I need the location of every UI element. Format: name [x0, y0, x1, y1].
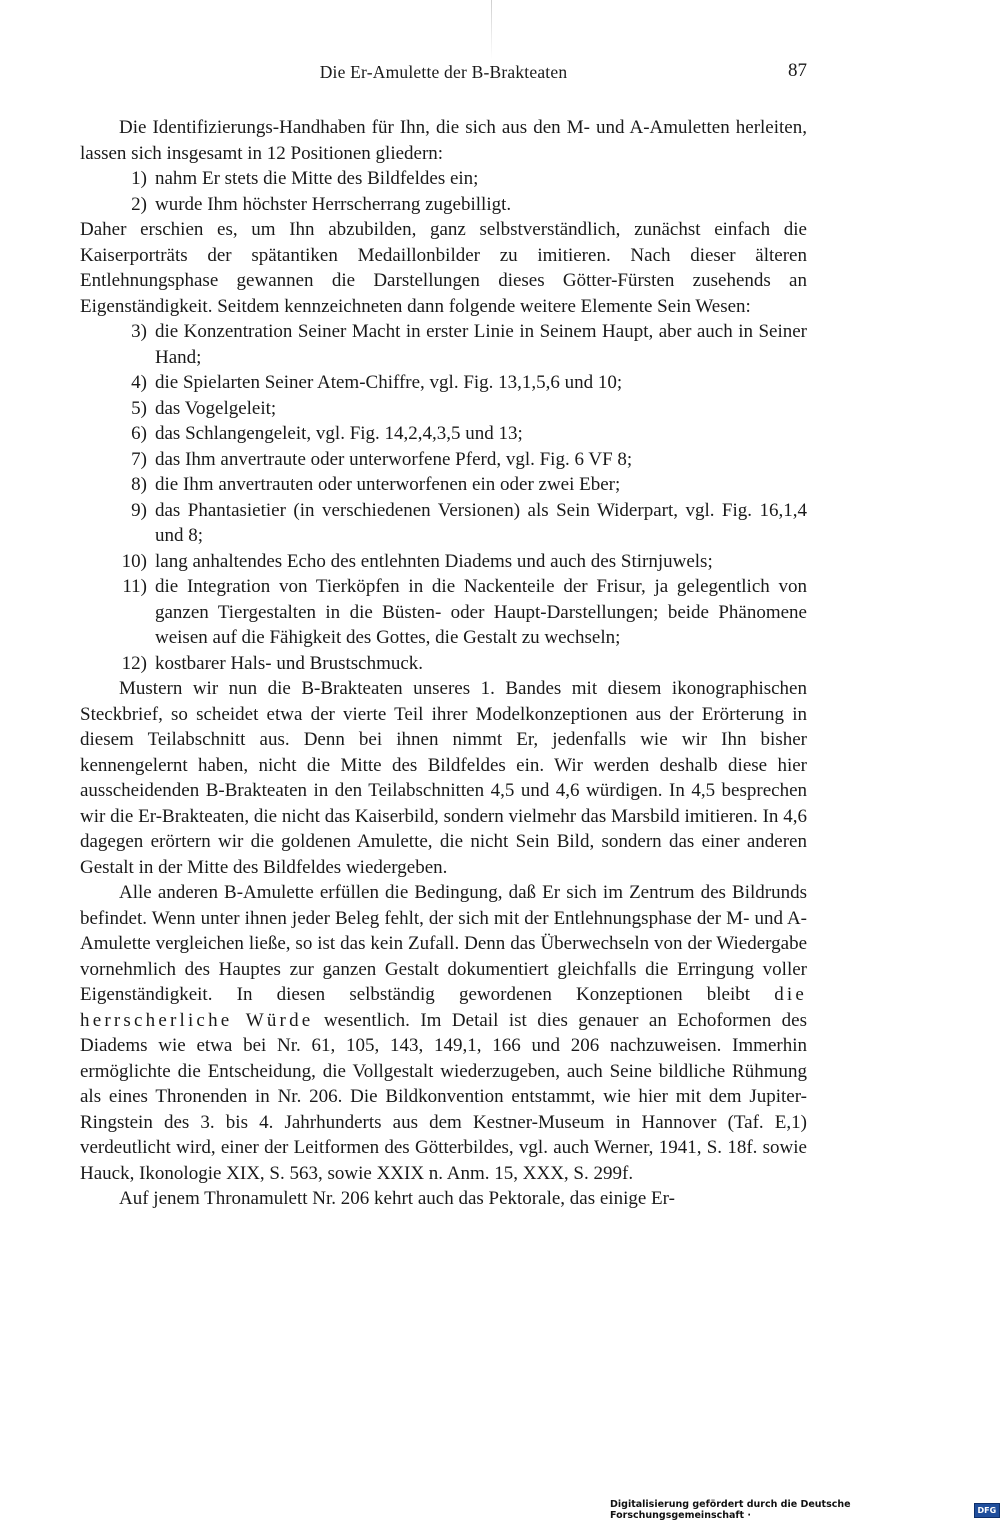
list-item-number: 5) [131, 397, 147, 419]
list-item [80, 319, 807, 370]
list-item-number: 7) [131, 448, 147, 470]
paragraph-dignity [80, 880, 807, 1186]
paragraph-text: Alle anderen B-Amulette erfüllen die Bedingung, daß Er sich im Zentrum des Bildrunds befindet. Wenn unter ihnen jeder Beleg fehlt, der sich mit der Entlehnungsphase der M- und A-Amulette vergleichen ließe, so ist das kein Zufall. Denn das Überwechseln von der Wiedergabe vornehmlich des Hauptes zur ganzen Gestalt dokumentiert gleichfalls die Erringung voller Eigenständigkeit. In diesen selbständig gewordenen Konzeptionen bleibt [80, 882, 807, 1005]
list-item-text: kostbarer Hals- und Brustschmuck. [155, 652, 424, 674]
position-list-b [80, 319, 807, 676]
list-item [80, 447, 807, 473]
position-list-a [80, 166, 807, 217]
paragraph-throne-amulet: Auf jenem Thronamulett Nr. 206 kehrt auch das Pektorale, das einige Er- [119, 1188, 675, 1209]
page-header [80, 62, 807, 90]
page-body [80, 115, 807, 1212]
list-item-text: wurde Ihm höchster Herrscherrang zugebilligt. [155, 193, 512, 215]
paragraph-development: Daher erschien es, um Ihn abzubilden, ganz selbstverständlich, zunächst einfach die Kaiserporträts der spätantiken Medaillonbilder zu imitieren. Nach dieser älteren Entlehnungsphase gewannen die Darstellungen dieses Götter-Fürsten zusehends an Eigenständigkeit. Seitdem kennzeichneten dann folgende weitere Elemente Sein Wesen: [80, 219, 807, 317]
list-item [80, 472, 807, 498]
list-item-text: nahm Er stets die Mitte des Bildfeldes ein; [155, 168, 479, 189]
list-item [80, 370, 807, 396]
list-item [80, 498, 807, 549]
list-item-text: die Ihm anvertrauten oder unterworfenen ein oder zwei Eber; [155, 474, 621, 495]
list-item-number: 4) [131, 372, 147, 393]
list-item-number: 1) [131, 168, 147, 189]
list-item [80, 421, 807, 447]
page-number: 87 [788, 60, 807, 81]
list-item [80, 192, 807, 218]
list-item-number: 6) [131, 423, 147, 444]
list-item-number: 3) [131, 321, 147, 342]
scan-fold-line [491, 0, 492, 60]
list-item-text: das Phantasietier (in verschiedenen Versionen) als Sein Widerpart, vgl. Fig. 16,1,4 und 8; [155, 499, 807, 546]
paragraph-examination: Mustern wir nun die B-Brakteaten unseres 1. Bandes mit diesem ikonographischen Steckbrief, so scheidet etwa der vierte Teil ihrer Modelkonzeptionen aus der Erörterung in diesem Teilabschnitt aus. Denn bei ihnen nimmt Er, jedenfalls wie wir Ihn bisher kennengelernt haben, nicht die Mitte des Bildfeldes ein. Wir werden deshalb diese hier ausscheidenden B-Brakteaten in den Teilabschnitten 4,5 und 4,6 würdigen. In 4,5 besprechen wir die Er-Brakteaten, die nicht das Kaiserbild, sondern vielmehr das Marsbild imitieren. In 4,6 dagegen erörtern wir die goldenen Amulette, die nicht Sein Bild, sondern das einer anderen Gestalt in der Mitte des Bildfeldes wiedergeben. [80, 678, 807, 878]
paragraph-text: wesentlich. Im Detail ist dies genauer an Echoformen des Diadems wie etwa bei Nr. 61, 105, 143, 149,1, 166 und 206 nachzuweisen. Immerhin ermöglichte die Entscheidung, die Vollgestalt wiederzugeben, auch Seine bildliche Rühmung als eines Thronenden in Nr. 206. Die Bildkonvention entstammt, wie hier mit dem Jupiter-Ringstein des 3. bis 4. Jahrhunderts aus dem Kestner-Museum in Hannover (Taf. E,1) verdeutlicht wird, einer der Leitformen des Götterbildes, vgl. auch Werner, 1941, S. 18f. sowie Hauck, Ikonologie XIX, S. 563, sowie XXIX n. Anm. 15, XXX, S. 299f. [80, 1009, 807, 1184]
paragraph-intro: Die Identifizierungs-Handhaben für Ihn, die sich aus den M- und A-Amuletten herleiten, lassen sich insgesamt in 12 Positionen gliedern: [80, 117, 807, 164]
list-item [80, 396, 807, 422]
list-item [80, 549, 807, 575]
digitization-footer [610, 1499, 1000, 1521]
list-item-text: die Konzentration Seiner Macht in erster Linie in Seinem Haupt, aber auch in Seiner Hand; [155, 321, 807, 368]
emphasis-spaced: die herrscherliche Würde [80, 984, 807, 1031]
list-item-number: 8) [131, 474, 147, 495]
list-item-text: die Spielarten Seiner Atem-Chiffre, vgl. Fig. 13,1,5,6 und 10; [155, 372, 623, 393]
list-item-number: 12) [121, 652, 147, 674]
list-item-number: 10) [121, 550, 147, 572]
list-item-text: das Ihm anvertraute oder unterworfene Pferd, vgl. Fig. 6 VF 8; [155, 448, 633, 470]
dfg-logo-icon: DFG [974, 1503, 1000, 1518]
list-item-text: das Vogelgeleit; [155, 397, 277, 419]
list-item [80, 574, 807, 651]
list-item [80, 651, 807, 677]
list-item-number: 2) [131, 193, 147, 215]
list-item [80, 166, 807, 192]
list-item-text: die Integration von Tierköpfen in die Nackenteile der Frisur, ja gelegentlich von ganzen Tiergestalten in die Büsten- oder Haupt-Darstellungen; beide Phänomene weisen auf die Fähigkeit des Gottes, die Gestalt zu wechseln; [155, 576, 807, 648]
list-item-number: 11) [122, 576, 147, 597]
funding-credit: Digitalisierung gefördert durch die Deutsche Forschungsgemeinschaft · [610, 1499, 851, 1521]
list-item-text: lang anhaltendes Echo des entlehnten Diadems und auch des Stirnjuwels; [155, 550, 713, 572]
list-item-number: 9) [131, 499, 147, 521]
running-title: Die Er-Amulette der B-Brakteaten [319, 62, 568, 82]
list-item-text: das Schlangengeleit, vgl. Fig. 14,2,4,3,5 und 13; [155, 423, 523, 444]
